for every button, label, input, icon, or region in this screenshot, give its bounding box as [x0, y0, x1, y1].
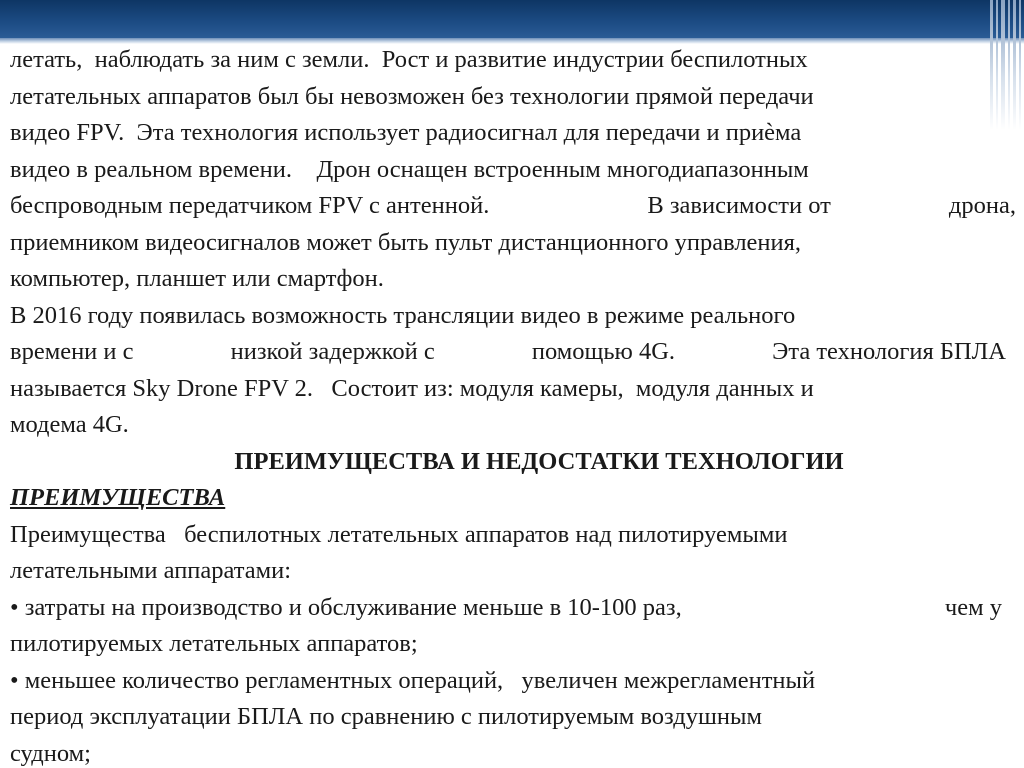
- text-line: называется Sky Drone FPV 2. Состоит из: модуля камеры, модуля данных и: [10, 374, 814, 402]
- text-line: модема 4G.: [10, 411, 129, 438]
- text-segment: низкой задержкой с: [230, 338, 435, 365]
- header-band: [0, 0, 1024, 38]
- text-line: период эксплуатации БПЛА по сравнению с пилотируемым воздушным: [10, 703, 762, 730]
- section-subheading: ПРЕИМУЩЕСТВА: [10, 484, 226, 511]
- text-line: [10, 188, 1016, 225]
- text-line: летательных аппаратов был бы невозможен без технологии прямой передачи: [10, 82, 814, 110]
- section-heading: ПРЕИМУЩЕСТВА И НЕДОСТАТКИ ТЕХНОЛОГИИ: [234, 447, 844, 475]
- text-line: компьютер, планшет или смартфон.: [10, 265, 384, 292]
- text-segment: дрона,: [948, 192, 1016, 219]
- text-line: В 2016 году появилась возможность трансляции видео в режиме реального: [10, 301, 796, 329]
- text-line: видео FPV. Эта технология использует радиосигнал для передачи и приѐма: [10, 119, 802, 146]
- text-segment: • затраты на производство и обслуживание меньше в 10-100 раз,: [10, 593, 682, 621]
- slide-body-text: [10, 42, 1016, 768]
- text-line: летать, наблюдать за ним с земли. Рост и развитие индустрии беспилотных: [10, 46, 808, 73]
- text-segment: времени и с: [10, 338, 134, 365]
- text-line: Преимущества беспилотных летательных аппаратов над пилотируемыми: [10, 520, 788, 548]
- text-line: судном;: [10, 739, 91, 767]
- text-line: видео в реальном времени. Дрон оснащен встроенным многодиапазонным: [10, 155, 809, 183]
- bullet-item: • меньшее количество регламентных операций, увеличен межрегламентный: [10, 666, 816, 694]
- bullet-item: [10, 590, 1016, 627]
- text-line: летательными аппаратами:: [10, 557, 292, 584]
- text-line: пилотируемых летательных аппаратов;: [10, 630, 418, 657]
- text-segment: помощью 4G.: [531, 338, 676, 365]
- text-line: приемником видеосигналов может быть пульт дистанционного управления,: [10, 228, 802, 256]
- text-segment: беспроводным передатчиком FPV с антенной.: [10, 192, 490, 219]
- text-segment: В зависимости от: [647, 192, 831, 219]
- text-segment: Эта технология БПЛА: [772, 338, 1006, 365]
- text-line: [10, 334, 1016, 371]
- text-segment: чем у: [944, 593, 1002, 621]
